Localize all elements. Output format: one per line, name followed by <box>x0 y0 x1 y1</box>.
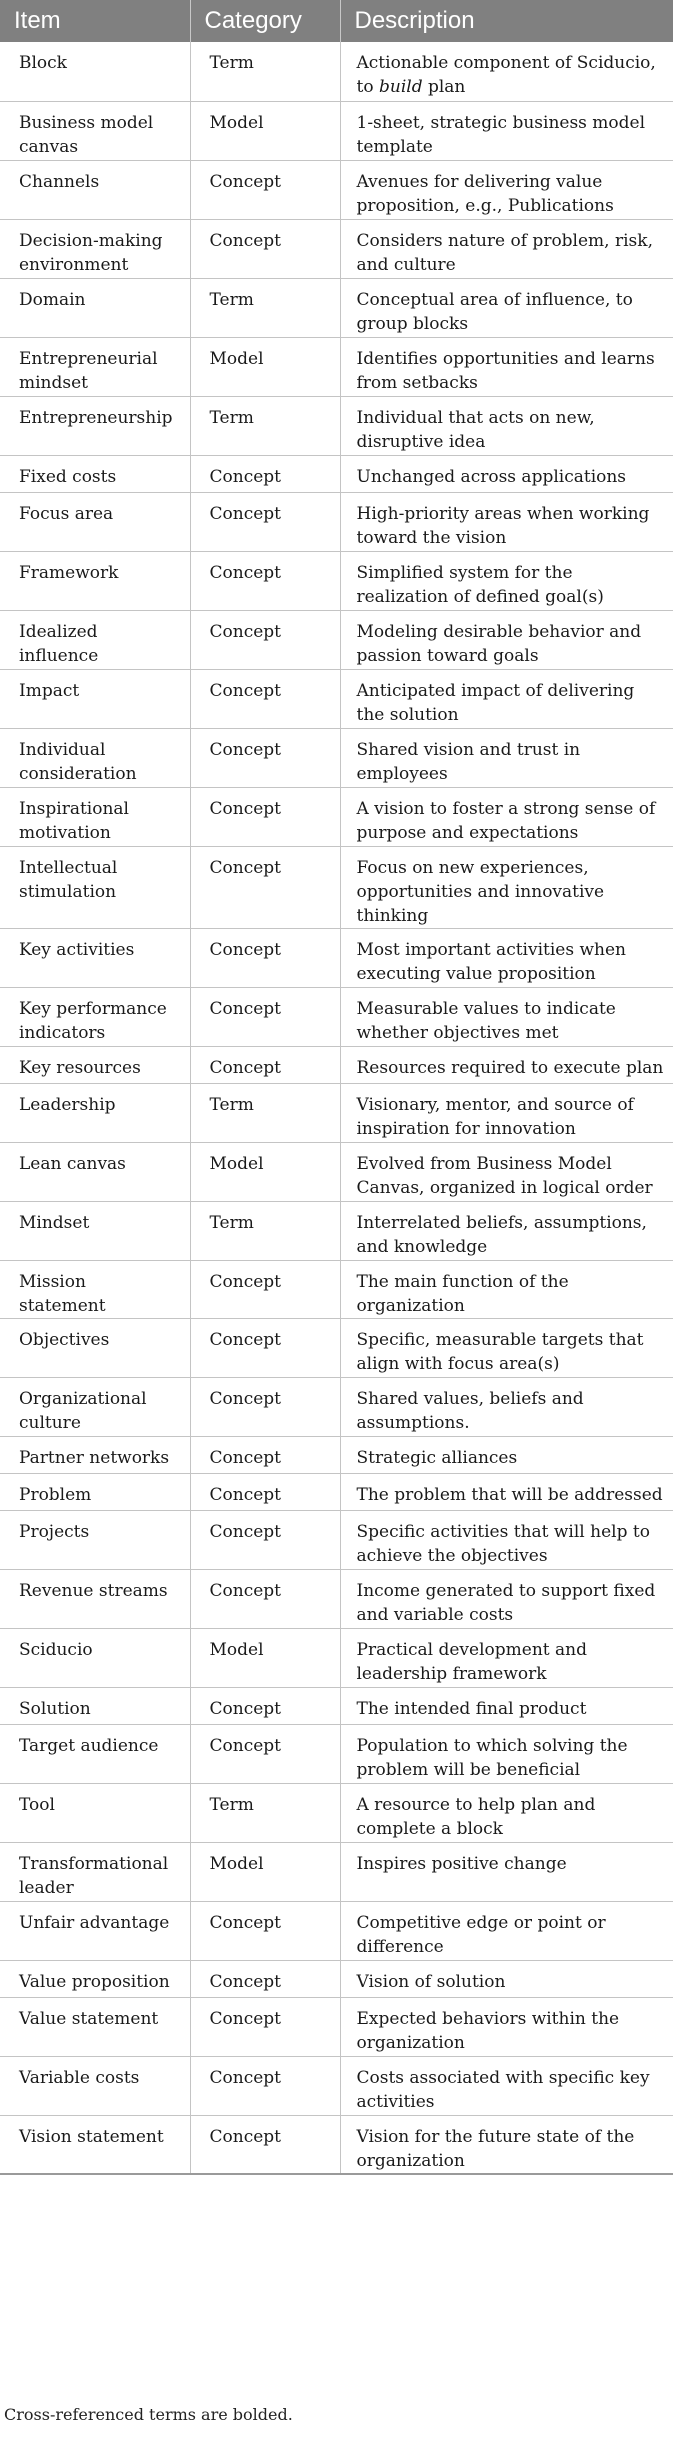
table-row <box>0 1473 673 1510</box>
table-row <box>0 42 673 101</box>
header-description: Description <box>340 0 673 42</box>
cell-description: A resource to help plan and complete a block <box>340 1783 673 1842</box>
cell-item: Solution <box>0 1687 190 1724</box>
cell-category: Term <box>190 1083 340 1142</box>
table-row <box>0 1142 673 1201</box>
table-row <box>0 219 673 278</box>
cell-item: Objectives <box>0 1318 190 1377</box>
cell-item: Block <box>0 42 190 101</box>
cell-description: Population to which solving the problem will be beneficial <box>340 1724 673 1783</box>
cell-description: Resources required to execute plan <box>340 1046 673 1083</box>
cell-category: Concept <box>190 1569 340 1628</box>
cell-category: Concept <box>190 1960 340 1997</box>
cell-category: Concept <box>190 1260 340 1318</box>
table-row <box>0 1201 673 1260</box>
description-text: Actionable component of Sciducio, to <box>356 53 656 97</box>
cell-category: Model <box>190 1842 340 1901</box>
cell-item: Entrepreneurial mindset <box>0 337 190 396</box>
cell-category: Term <box>190 1201 340 1260</box>
cell-description: Modeling desirable behavior and passion toward goals <box>340 610 673 669</box>
cell-item: Focus area <box>0 492 190 551</box>
cell-description <box>340 42 673 101</box>
table-row <box>0 1687 673 1724</box>
table-row <box>0 928 673 987</box>
cell-description: Shared vision and trust in employees <box>340 728 673 787</box>
cell-description: Most important activities when executing value proposition <box>340 928 673 987</box>
cell-item: Business model canvas <box>0 101 190 160</box>
table-footnote: Cross-referenced terms are bolded. <box>4 2405 293 2424</box>
cell-description: Simplified system for the realization of defined goal(s) <box>340 551 673 610</box>
cell-category: Model <box>190 1142 340 1201</box>
cell-description: Avenues for delivering value proposition, e.g., Publications <box>340 160 673 219</box>
table-row <box>0 1901 673 1960</box>
cell-category: Concept <box>190 2115 340 2174</box>
cell-category: Concept <box>190 1436 340 1473</box>
table-row <box>0 101 673 160</box>
cell-description: Specific activities that will help to achieve the objectives <box>340 1510 673 1569</box>
table-row <box>0 1083 673 1142</box>
cell-item: Leadership <box>0 1083 190 1142</box>
cell-category: Concept <box>190 1901 340 1960</box>
table-row <box>0 787 673 846</box>
cell-description: Practical development and leadership framework <box>340 1628 673 1687</box>
cell-category: Concept <box>190 1473 340 1510</box>
table-row <box>0 1960 673 1997</box>
cell-item: Mindset <box>0 1201 190 1260</box>
cell-description: Income generated to support fixed and variable costs <box>340 1569 673 1628</box>
cell-category: Term <box>190 396 340 455</box>
cell-category: Concept <box>190 455 340 492</box>
cell-item: Idealized influence <box>0 610 190 669</box>
cell-description: Expected behaviors within the organization <box>340 1997 673 2056</box>
cell-description: Evolved from Business Model Canvas, organized in logical order <box>340 1142 673 1201</box>
cell-item: Variable costs <box>0 2056 190 2115</box>
cell-item: Mission statement <box>0 1260 190 1318</box>
table-row <box>0 1724 673 1783</box>
cell-description: Conceptual area of influence, to group blocks <box>340 278 673 337</box>
cell-category: Concept <box>190 2056 340 2115</box>
table-row <box>0 1318 673 1377</box>
cell-description: 1-sheet, strategic business model template <box>340 101 673 160</box>
cell-category: Concept <box>190 846 340 928</box>
cell-description: Individual that acts on new, disruptive idea <box>340 396 673 455</box>
header-item: Item <box>0 0 190 42</box>
table-row <box>0 2115 673 2174</box>
cell-item: Problem <box>0 1473 190 1510</box>
cell-description: Measurable values to indicate whether objectives met <box>340 987 673 1046</box>
cell-description: Identifies opportunities and learns from setbacks <box>340 337 673 396</box>
cell-description: Unchanged across applications <box>340 455 673 492</box>
cell-description: The main function of the organization <box>340 1260 673 1318</box>
cell-description: The intended final product <box>340 1687 673 1724</box>
cell-category: Concept <box>190 1997 340 2056</box>
cell-description: Vision of solution <box>340 1960 673 1997</box>
table-row <box>0 1377 673 1436</box>
cell-category: Concept <box>190 610 340 669</box>
table-row <box>0 987 673 1046</box>
cell-category: Concept <box>190 928 340 987</box>
table-row <box>0 1436 673 1473</box>
cell-category: Concept <box>190 1510 340 1569</box>
cell-item: Vision statement <box>0 2115 190 2174</box>
cell-item: Entrepreneurship <box>0 396 190 455</box>
table-row <box>0 1260 673 1318</box>
cell-item: Intellectual stimulation <box>0 846 190 928</box>
cell-description: Costs associated with specific key activities <box>340 2056 673 2115</box>
cell-item: Impact <box>0 669 190 728</box>
cell-description: Vision for the future state of the organization <box>340 2115 673 2174</box>
cell-item: Projects <box>0 1510 190 1569</box>
cell-description: Inspires positive change <box>340 1842 673 1901</box>
table-row <box>0 492 673 551</box>
cell-category: Concept <box>190 787 340 846</box>
table-row <box>0 846 673 928</box>
cell-item: Domain <box>0 278 190 337</box>
table-row <box>0 1569 673 1628</box>
cell-item: Channels <box>0 160 190 219</box>
cell-category: Term <box>190 1783 340 1842</box>
cell-category: Model <box>190 1628 340 1687</box>
cell-category: Term <box>190 278 340 337</box>
table-row <box>0 1628 673 1687</box>
cell-item: Partner networks <box>0 1436 190 1473</box>
cell-item: Framework <box>0 551 190 610</box>
table-row <box>0 728 673 787</box>
cell-category: Concept <box>190 160 340 219</box>
cell-description: Strategic alliances <box>340 1436 673 1473</box>
table-body <box>0 42 673 2174</box>
cell-description: The problem that will be addressed <box>340 1473 673 1510</box>
cell-description: Focus on new experiences, opportunities and innovative thinking <box>340 846 673 928</box>
cell-item: Revenue streams <box>0 1569 190 1628</box>
header-category: Category <box>190 0 340 42</box>
cell-item: Sciducio <box>0 1628 190 1687</box>
cell-item: Key performance indicators <box>0 987 190 1046</box>
table-row <box>0 396 673 455</box>
cell-category: Term <box>190 42 340 101</box>
cell-category: Concept <box>190 1687 340 1724</box>
cell-category: Concept <box>190 1046 340 1083</box>
cell-category: Concept <box>190 669 340 728</box>
cell-description: Considers nature of problem, risk, and culture <box>340 219 673 278</box>
cell-item: Unfair advantage <box>0 1901 190 1960</box>
table-row <box>0 1997 673 2056</box>
cell-category: Concept <box>190 1377 340 1436</box>
table-row <box>0 610 673 669</box>
cell-item: Tool <box>0 1783 190 1842</box>
cell-description: A vision to foster a strong sense of purpose and expectations <box>340 787 673 846</box>
cell-item: Individual consideration <box>0 728 190 787</box>
table-row <box>0 551 673 610</box>
table-row <box>0 1046 673 1083</box>
cell-item: Key resources <box>0 1046 190 1083</box>
cell-category: Concept <box>190 551 340 610</box>
table-row <box>0 160 673 219</box>
table-row <box>0 1842 673 1901</box>
cell-category: Model <box>190 337 340 396</box>
cell-item: Decision-making environment <box>0 219 190 278</box>
cell-description: Visionary, mentor, and source of inspiration for innovation <box>340 1083 673 1142</box>
cell-item: Lean canvas <box>0 1142 190 1201</box>
header-row <box>0 0 673 42</box>
table-row <box>0 1510 673 1569</box>
cell-item: Target audience <box>0 1724 190 1783</box>
table-row <box>0 669 673 728</box>
cell-category: Concept <box>190 492 340 551</box>
table-row <box>0 337 673 396</box>
cell-description: High-priority areas when working toward the vision <box>340 492 673 551</box>
cell-category: Concept <box>190 1318 340 1377</box>
cell-category: Concept <box>190 987 340 1046</box>
cell-category: Concept <box>190 728 340 787</box>
cell-item: Key activities <box>0 928 190 987</box>
table-row <box>0 2056 673 2115</box>
cell-item: Fixed costs <box>0 455 190 492</box>
cell-category: Concept <box>190 219 340 278</box>
cell-category: Concept <box>190 1724 340 1783</box>
table-row <box>0 278 673 337</box>
description-text-after: plan <box>422 77 466 97</box>
description-emphasis: build <box>378 77 423 97</box>
cell-item: Value statement <box>0 1997 190 2056</box>
cell-item: Inspirational motivation <box>0 787 190 846</box>
table-row <box>0 455 673 492</box>
table-header <box>0 0 673 42</box>
cell-description: Competitive edge or point or difference <box>340 1901 673 1960</box>
cell-item: Transformational leader <box>0 1842 190 1901</box>
cell-description: Specific, measurable targets that align with focus area(s) <box>340 1318 673 1377</box>
cell-item: Organizational culture <box>0 1377 190 1436</box>
table-row <box>0 1783 673 1842</box>
cell-description: Shared values, beliefs and assumptions. <box>340 1377 673 1436</box>
cell-category: Model <box>190 101 340 160</box>
cell-description: Interrelated beliefs, assumptions, and knowledge <box>340 1201 673 1260</box>
cell-item: Value proposition <box>0 1960 190 1997</box>
cell-description: Anticipated impact of delivering the solution <box>340 669 673 728</box>
